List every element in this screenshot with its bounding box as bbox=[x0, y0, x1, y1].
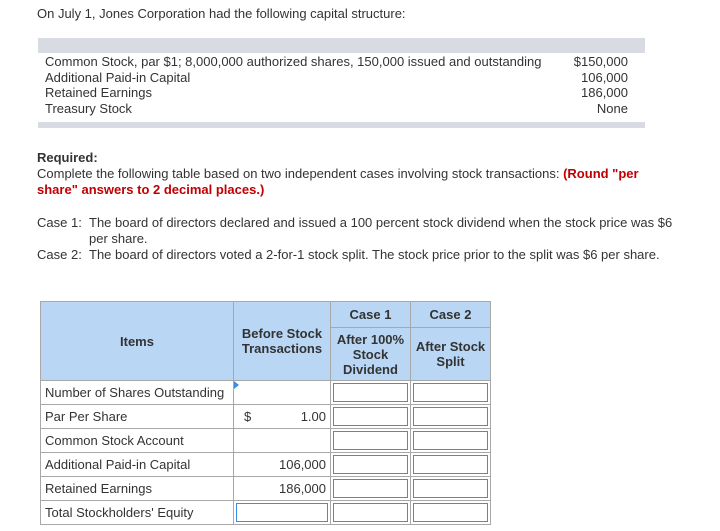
before-input[interactable] bbox=[234, 381, 331, 405]
capital-row-value: 186,000 bbox=[581, 85, 628, 100]
capital-row-value: $150,000 bbox=[573, 54, 628, 69]
input-box[interactable] bbox=[333, 503, 408, 522]
capital-row-value: None bbox=[596, 101, 628, 116]
header-case1: Case 1 bbox=[331, 302, 411, 328]
currency-symbol: $ bbox=[244, 409, 252, 424]
before-value bbox=[234, 405, 331, 429]
case1-input[interactable] bbox=[331, 381, 411, 405]
cell-value: 1.00 bbox=[300, 409, 326, 424]
case-label: Case 2: bbox=[37, 247, 82, 262]
case2-input[interactable] bbox=[411, 453, 491, 477]
intro-text: On July 1, Jones Corporation had the following capital structure: bbox=[37, 6, 406, 21]
case2-input[interactable] bbox=[411, 381, 491, 405]
case-label: Case 1: bbox=[37, 215, 82, 230]
before-input[interactable] bbox=[234, 501, 331, 525]
case2-input[interactable] bbox=[411, 477, 491, 501]
before-value bbox=[234, 453, 331, 477]
case2-input[interactable] bbox=[411, 405, 491, 429]
before-input[interactable] bbox=[234, 429, 331, 453]
row-label: Retained Earnings bbox=[41, 477, 234, 501]
rounding-note: (Round "per share" answers to 2 decimal places.) bbox=[37, 166, 639, 197]
row-label: Par Per Share bbox=[41, 405, 234, 429]
row-label: Number of Shares Outstanding bbox=[41, 381, 234, 405]
capital-structure-bottom-band bbox=[38, 122, 645, 128]
case1-input[interactable] bbox=[331, 429, 411, 453]
cases-section bbox=[37, 215, 687, 263]
case1-input[interactable] bbox=[331, 477, 411, 501]
input-box[interactable] bbox=[413, 455, 488, 474]
capital-structure-box bbox=[38, 38, 645, 128]
input-box[interactable] bbox=[333, 407, 408, 426]
input-box[interactable] bbox=[413, 407, 488, 426]
required-instructions bbox=[37, 166, 677, 198]
capital-row-label: Retained Earnings bbox=[45, 85, 152, 100]
cell-value: 186,000 bbox=[279, 481, 326, 496]
cell-value: 106,000 bbox=[279, 457, 326, 472]
case2-input[interactable] bbox=[411, 501, 491, 525]
input-box[interactable] bbox=[413, 383, 488, 402]
answer-table bbox=[40, 301, 491, 525]
required-title: Required: bbox=[37, 150, 98, 165]
row-label: Common Stock Account bbox=[41, 429, 234, 453]
header-after-split: After Stock Split bbox=[411, 328, 491, 381]
input-box[interactable] bbox=[413, 479, 488, 498]
capital-row bbox=[45, 54, 628, 70]
capital-row-label: Additional Paid-in Capital bbox=[45, 70, 191, 85]
row-label: Additional Paid-in Capital bbox=[41, 453, 234, 477]
capital-row-value: 106,000 bbox=[581, 70, 628, 85]
case-text: The board of directors declared and issued a 100 percent stock dividend when the stock price was $6 per share. bbox=[89, 215, 673, 246]
input-box[interactable] bbox=[333, 383, 408, 402]
capital-row bbox=[45, 70, 628, 86]
case-text: The board of directors voted a 2-for-1 stock split. The stock price prior to the split was $6 per share. bbox=[89, 247, 660, 262]
required-text: Complete the following table based on two independent cases involving stock transactions: bbox=[37, 166, 564, 181]
input-box[interactable] bbox=[413, 503, 488, 522]
input-box[interactable] bbox=[333, 431, 408, 450]
input-box[interactable] bbox=[333, 455, 408, 474]
header-after-dividend: After 100% Stock Dividend bbox=[331, 328, 411, 381]
required-section bbox=[37, 150, 677, 198]
header-case2: Case 2 bbox=[411, 302, 491, 328]
row-label: Total Stockholders' Equity bbox=[41, 501, 234, 525]
capital-structure-top-band bbox=[38, 38, 645, 53]
case2-input[interactable] bbox=[411, 429, 491, 453]
capital-row-label: Common Stock, par $1; 8,000,000 authorized shares, 150,000 issued and outstanding bbox=[45, 54, 542, 69]
case-2 bbox=[37, 247, 687, 263]
input-box[interactable] bbox=[333, 479, 408, 498]
input-box[interactable] bbox=[236, 503, 328, 522]
before-value bbox=[234, 477, 331, 501]
case-1 bbox=[37, 215, 687, 247]
capital-row bbox=[45, 101, 628, 117]
header-before: Before Stock Transactions bbox=[234, 302, 331, 381]
capital-row-label: Treasury Stock bbox=[45, 101, 132, 116]
case1-input[interactable] bbox=[331, 405, 411, 429]
input-box[interactable] bbox=[413, 431, 488, 450]
case1-input[interactable] bbox=[331, 501, 411, 525]
case1-input[interactable] bbox=[331, 453, 411, 477]
capital-row bbox=[45, 85, 628, 101]
header-items: Items bbox=[41, 302, 234, 381]
input-marker-icon bbox=[234, 381, 239, 389]
